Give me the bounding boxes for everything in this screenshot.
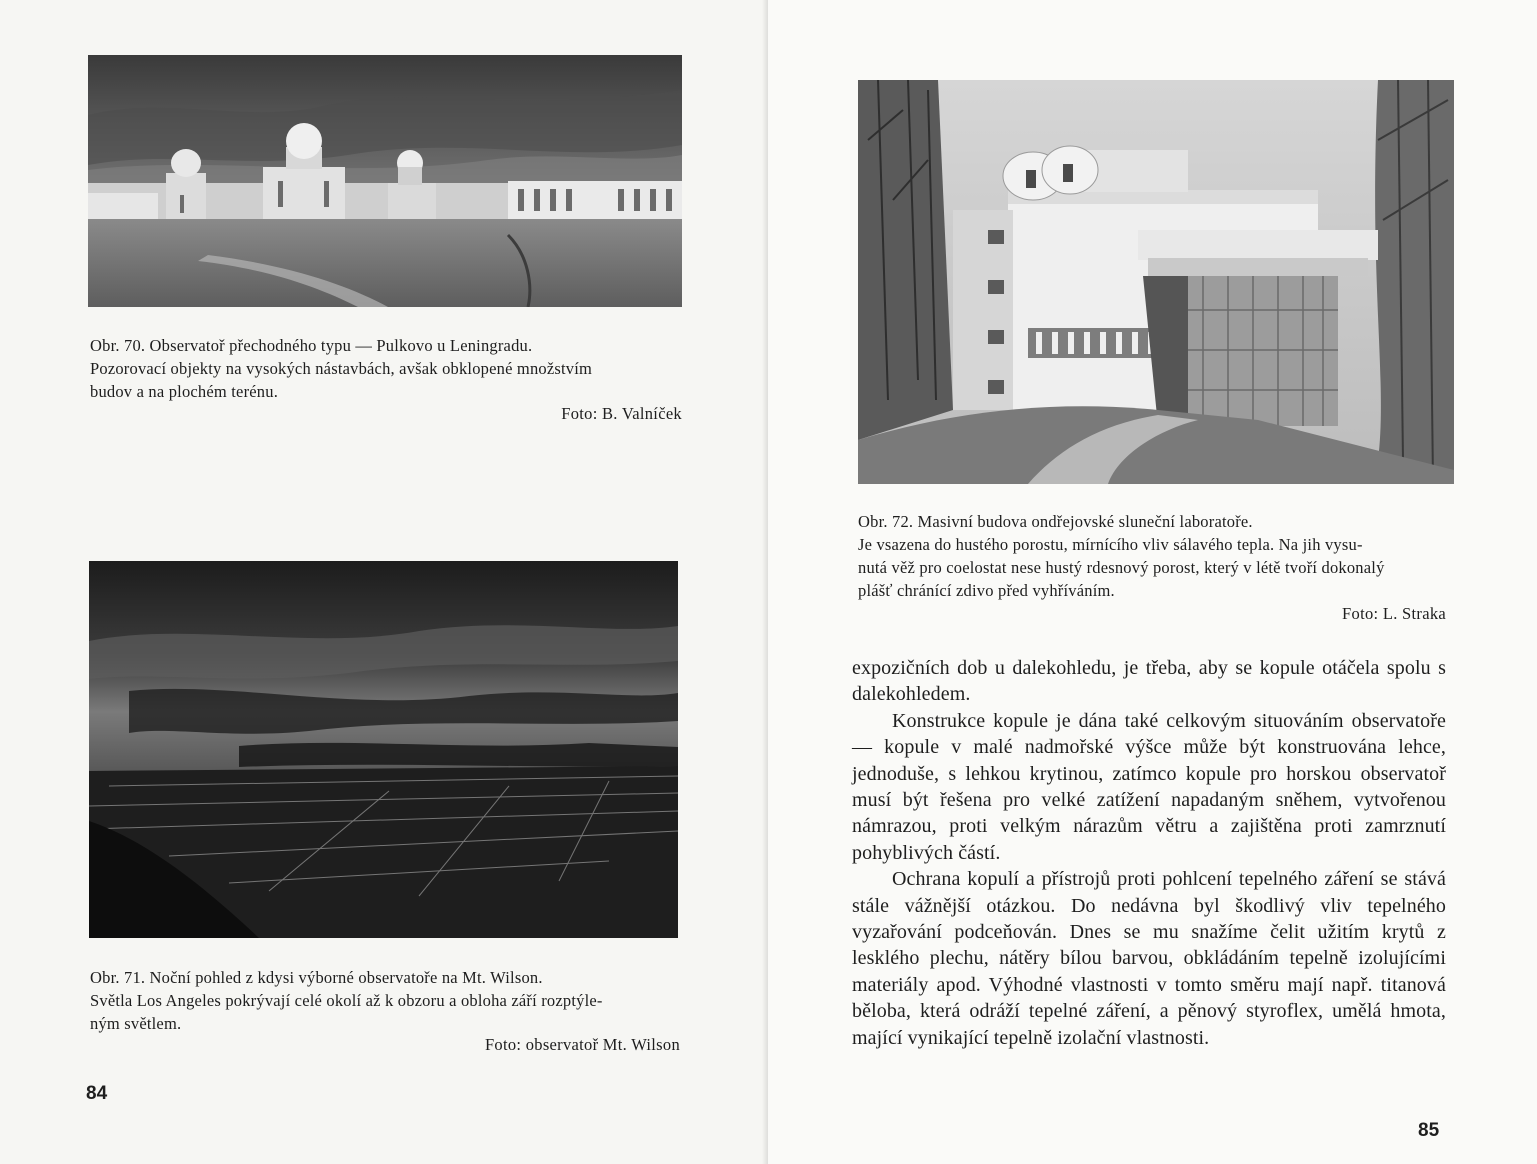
photo-ondrejov-solar-laboratory <box>858 80 1454 484</box>
caption-line: plášť chránící zdivo před vyhříváním. <box>858 581 1115 600</box>
figure-72-credit: Foto: L. Straka <box>1342 604 1446 623</box>
caption-line: nutá věž pro coelostat nese hustý rdesnový porost, který v létě tvoří dokonalý <box>858 558 1385 577</box>
body-paragraph: Ochrana kopulí a přístrojů proti pohlcení tepelného záření se stává stále vážnější otázkou. Do nedávna byl škodlivý vliv tepelného vyzařování podceňován. Dnes se mu snažíme čelit užitím krytů z lesklého plechu, nátěry bílou barvou, obkládáním tepelně izolujícími materiály apod. Výhodné vlastnosti v tomto směru mají např. titanová běloba, která odráží tepelné záření, a pěnový styroflex, umělá hmota, mající vynikající tepelně izolační vlastnosti. <box>852 868 1446 1049</box>
figure-71-credit: Foto: observatoř Mt. Wilson <box>484 1035 680 1054</box>
body-paragraph: expozičních dob u dalekohledu, je třeba, aby se kopule otáčela spolu s dalekohledem. <box>852 657 1446 706</box>
caption-line: budov a na plochém terénu. <box>90 382 279 401</box>
right-page <box>768 0 1537 1164</box>
body-text <box>852 655 1446 1051</box>
caption-line: Pozorovací objekty na vysokých nástavbách, avšak obklopené množstvím <box>90 359 593 378</box>
figure-70-credit: Foto: B. Valníček <box>561 404 682 423</box>
photo-mt-wilson-night <box>89 561 678 938</box>
mt-wilson-photo-graphic <box>89 561 678 938</box>
caption-line: Světla Los Angeles pokrývají celé okolí až k obzoru a obloha září rozptýle- <box>90 991 603 1010</box>
left-page <box>0 0 768 1164</box>
pulkovo-photo-graphic <box>88 55 682 307</box>
figure-70-caption <box>90 334 690 403</box>
caption-line: Obr. 70. Observatoř přechodného typu — Pulkovo u Leningradu. <box>90 336 533 355</box>
caption-line: ným světlem. <box>90 1014 182 1033</box>
ondrejov-photo-graphic <box>858 80 1454 484</box>
photo-pulkovo-observatory <box>88 55 682 307</box>
caption-line: Obr. 72. Masivní budova ondřejovské sluneční laboratoře. <box>858 512 1253 531</box>
figure-72-caption <box>858 510 1458 602</box>
body-paragraph: Konstrukce kopule je dána také celkovým situováním observatoře — kopule v malé nadmořské výšce může být konstruována lehce, jednoduše, s lehkou krytinou, zatímco kopule pro horskou observatoř musí být řešena pro velké zatížení napadaným sněhem, vytvořenou námrazou, proti velkým nárazům větru a zajištěna proti zamrznutí pohyblivých částí. <box>852 709 1446 864</box>
figure-71-caption <box>90 966 690 1035</box>
page-number-right: 85 <box>1418 1120 1440 1141</box>
page-number-left: 84 <box>86 1083 108 1104</box>
caption-line: Obr. 71. Noční pohled z kdysi výborné observatoře na Mt. Wilson. <box>90 968 543 987</box>
caption-line: Je vsazena do hustého porostu, mírnícího vliv sálavého tepla. Na jih vysu- <box>858 535 1363 554</box>
